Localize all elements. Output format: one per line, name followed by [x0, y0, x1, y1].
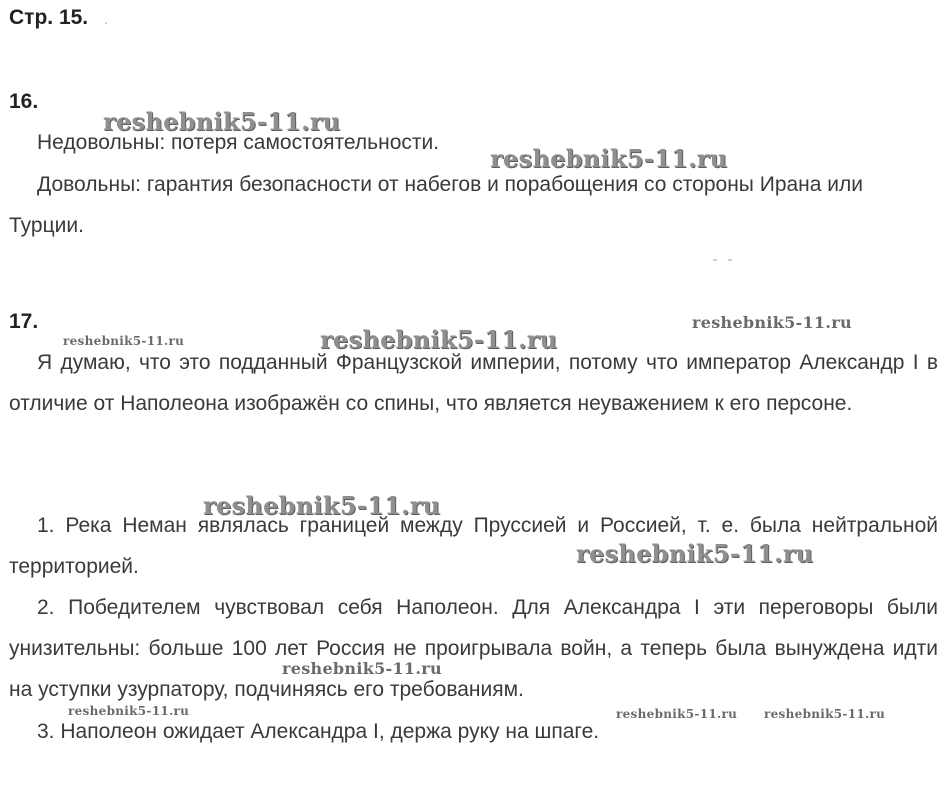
- watermark: reshebnik5-11.ru: [490, 144, 728, 173]
- page-label: Стр. 15.: [9, 6, 89, 29]
- task-17-answer-1: 1. Река Неман являлась границей между Пруссией и Россией, т. е. была нейтральной территорией.: [9, 514, 938, 578]
- task-16-paragraph-1: Недовольны: потеря самостоятельности.: [37, 131, 440, 154]
- watermark: reshebnik5-11.ru: [320, 325, 558, 354]
- task-17-paragraph-1: Я думаю, что это подданный Французской империи, потому что император Александр I в отличие от Наполеона изображён со спины, что является неуважением к его персоне.: [9, 351, 938, 415]
- task-16-paragraph-2: Довольны: гарантия безопасности от набегов и порабощения со стороны Ирана или Турции.: [9, 173, 864, 237]
- watermark: reshebnik5-11.ru: [616, 707, 738, 721]
- watermark: reshebnik5-11.ru: [63, 334, 185, 348]
- scan-speck: [713, 259, 717, 261]
- scan-speck: [728, 259, 732, 261]
- watermark: reshebnik5-11.ru: [764, 707, 886, 721]
- watermark: reshebnik5-11.ru: [68, 704, 190, 718]
- watermark: reshebnik5-11.ru: [576, 539, 814, 568]
- task-16-number: 16.: [9, 90, 39, 113]
- watermark: reshebnik5-11.ru: [692, 313, 852, 332]
- watermark: reshebnik5-11.ru: [282, 659, 442, 678]
- scan-speck: [105, 22, 107, 24]
- task-17-number: 17.: [9, 310, 39, 333]
- watermark: reshebnik5-11.ru: [203, 491, 441, 520]
- watermark: reshebnik5-11.ru: [103, 107, 341, 136]
- task-17-answer-2: 2. Победителем чувствовал себя Наполеон. Для Александра I эти переговоры были унизительны: больше 100 лет Россия не проигрывала войн, а теперь была вынуждена идти на уступки узурпатору, подчиняясь его требованиям.: [9, 596, 938, 701]
- task-17-answer-3: 3. Наполеон ожидает Александра I, держа руку на шпаге.: [37, 720, 600, 743]
